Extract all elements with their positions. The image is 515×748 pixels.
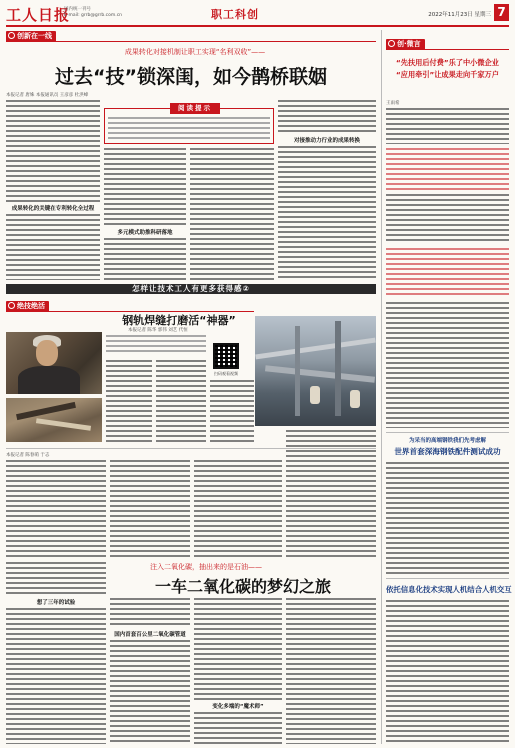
masthead-info-line2: E-mail: grrb@grrb.com.cn (64, 13, 123, 18)
middle-headline: 钢轨焊缝打磨活“神器” (122, 314, 236, 327)
micro-talk-title-2: “应用牵引”让成果走向千家万户 (396, 70, 499, 79)
micro-talk-text-red-2 (386, 248, 509, 298)
masthead-rule (6, 25, 509, 27)
micro-talk-text-3 (386, 302, 509, 428)
section-name: 职工科创 (211, 8, 259, 21)
qr-code[interactable] (213, 343, 239, 369)
circle-icon (388, 40, 395, 47)
bottom-text-col2 (110, 460, 190, 558)
middle-text-col3 (210, 380, 254, 444)
bottom-text-col2c (110, 640, 190, 744)
bottom-text-col1b (6, 562, 106, 596)
bottom-kicker: 注入二氧化碳，抽出来的是石油—— (150, 563, 262, 571)
article-text-col1b (6, 214, 100, 280)
bottom-text-col3c (194, 712, 282, 744)
top-headline: 过去“技”锁深闺，如今鹊桥联姻 (55, 66, 327, 88)
series-banner-label: 怎样让技术工人有更多获得感② (132, 284, 250, 293)
masthead-info-line1: 国内统一刊号 (64, 7, 91, 12)
middle-byline: 本报记者 陈华 郭伟 刘艺 代恒 (128, 328, 188, 333)
article-text-col2b (104, 238, 186, 280)
news-text-4 (386, 600, 509, 744)
micro-talk-title-1: “先扶用后付费”乐了中小微企业 (396, 58, 499, 67)
micro-talk-text-red (386, 148, 509, 190)
masthead (6, 4, 509, 24)
masthead-info (64, 7, 122, 19)
section-tag-micro-talk-label: 创·微言 (397, 40, 421, 48)
newspaper-logo: 工人日报 (6, 6, 71, 24)
micro-talk-author: 王雨希 (386, 101, 400, 106)
subhead-experiment: 想了三年的试验 (6, 598, 106, 607)
photo-welder-worker (6, 332, 102, 394)
divider (386, 578, 509, 579)
series-banner (6, 284, 376, 294)
bottom-text-col1c (6, 608, 106, 744)
reading-tips-text (108, 117, 270, 141)
bottom-text-col2b (110, 598, 190, 628)
article-text-col2 (104, 148, 186, 226)
photo-grinding-tools (6, 398, 102, 442)
bottom-text-col1 (6, 460, 106, 558)
section-rule (386, 49, 509, 50)
article-text-col3 (190, 148, 274, 280)
bottom-text-col3b (194, 598, 282, 700)
section-rule (6, 41, 376, 42)
issue-date: 2022年11月23日 星期三 (428, 12, 491, 18)
photo-oil-plant (255, 316, 376, 426)
bottom-text-col4b (286, 598, 376, 744)
news-kicker-2: 为采当的高端钢铁我们先考虑解 (408, 438, 486, 444)
section-tag-innovation-label: 创新在一线 (17, 32, 52, 40)
subhead-industry: 对接推动力行业的成果转换 (278, 136, 376, 145)
reading-tips-title: 阅读提示 (170, 103, 220, 114)
subhead-magician: 变化多端的“魔术师” (194, 702, 282, 711)
section-tag-skills-label: 绝技绝活 (17, 302, 45, 310)
article-text-col4b (278, 146, 376, 280)
top-kicker: 成果转化对接机制让职工实现“名利双收”—— (124, 48, 266, 56)
circle-icon (8, 302, 15, 309)
middle-text-col1 (106, 360, 152, 444)
circle-icon (8, 32, 15, 39)
bottom-headline: 一车二氧化碳的梦幻之旅 (154, 577, 331, 596)
subhead-models: 多元模式助推科研落地 (104, 228, 186, 237)
subhead-pipeline: 国内首套百公里二氧化碳管道 (110, 630, 190, 639)
micro-talk-text-2 (386, 194, 509, 244)
bottom-byline: 本报记者 陈春萌 于志 (6, 453, 50, 458)
divider (386, 432, 509, 433)
article-text-col1 (6, 100, 100, 202)
news-headline-3: 世界首套深海钢铁配件测试成功 (394, 447, 501, 456)
page-number: 7 (494, 4, 509, 21)
subhead-patent: 成果转化的关键在专利转化全过程 (6, 204, 100, 213)
middle-text-col2 (156, 360, 206, 444)
middle-intro-text (106, 335, 206, 355)
article-text-col4 (278, 100, 376, 134)
news-headline-4: 依托信息化技术实现人机结合人机交互 (386, 585, 512, 594)
top-byline: 本报记者 唐姝 本报通讯员 王彦彦 杜洪峰 (6, 93, 89, 98)
bottom-text-col4 (286, 430, 376, 558)
bottom-text-col3 (194, 460, 282, 558)
column-separator (381, 30, 382, 744)
news-text-3 (386, 462, 509, 574)
micro-talk-text-1 (386, 108, 509, 144)
qr-caption: 扫码观看视频 (214, 371, 238, 376)
